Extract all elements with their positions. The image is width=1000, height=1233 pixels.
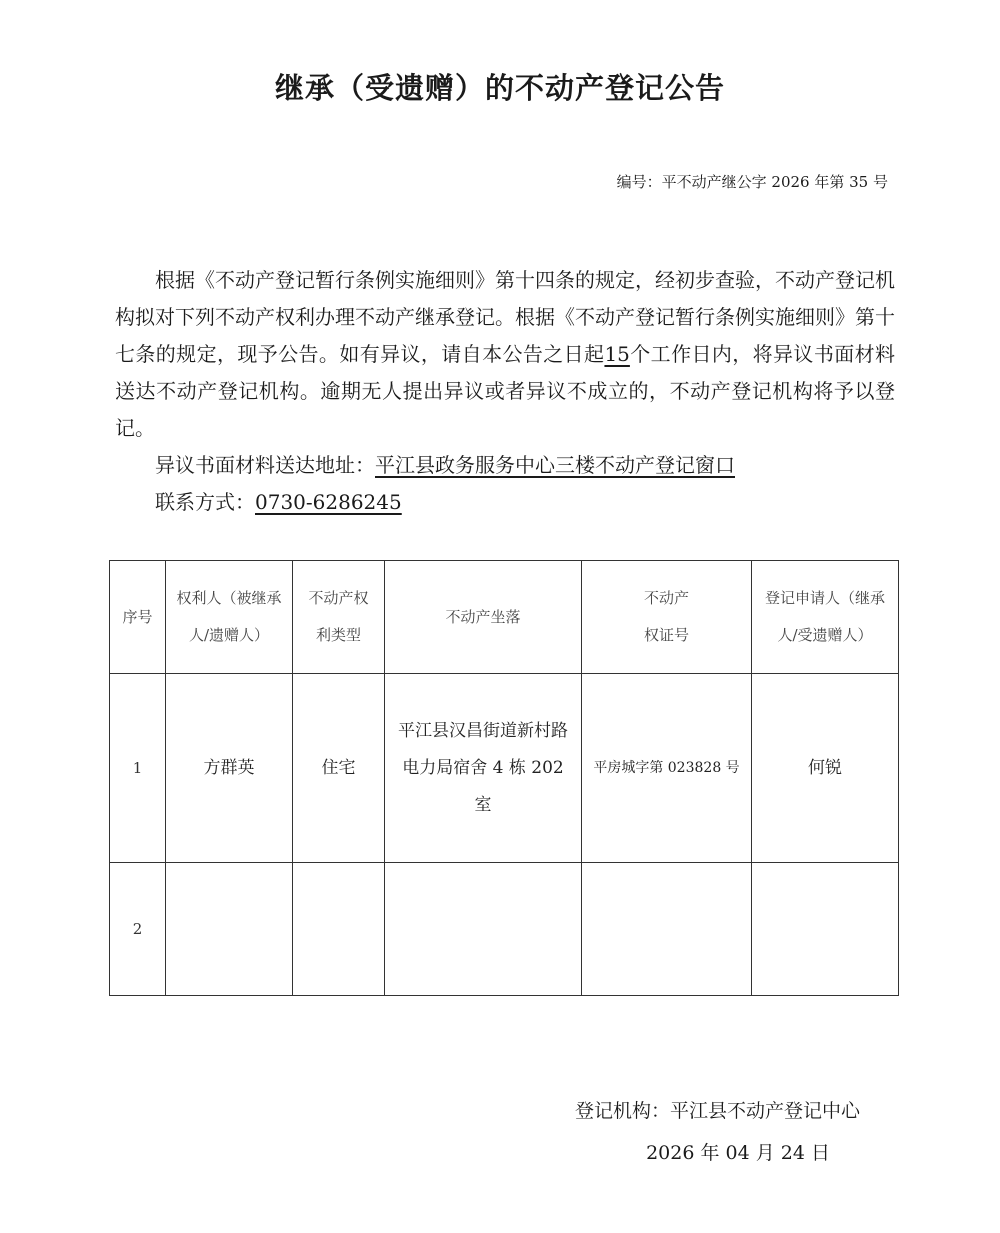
notice-body bbox=[115, 262, 895, 521]
cell-right-holder bbox=[166, 863, 293, 996]
page-title: 继承（受遗赠）的不动产登记公告 bbox=[274, 71, 725, 105]
cell-applicant bbox=[752, 863, 899, 996]
issue-date: 2026 年 04 月 24 日 bbox=[646, 1142, 830, 1164]
property-table bbox=[109, 560, 899, 996]
header-cert-no: 不动产权证号 bbox=[582, 561, 752, 674]
header-applicant: 登记申请人（继承人/受遗赠人） bbox=[752, 561, 899, 674]
table-row bbox=[110, 674, 899, 863]
cell-location: 平江县汉昌街道新村路电力局宿舍 4 栋 202 室 bbox=[385, 674, 582, 863]
address-value: 平江县政务服务中心三楼不动产登记窗口 bbox=[375, 453, 735, 477]
cell-seq: 2 bbox=[110, 863, 166, 996]
cell-seq: 1 bbox=[110, 674, 166, 863]
notice-text-part1: 根据《不动产登记暂行条例实施细则》第十四条的规定，经初步查验，不动产登记机构拟对下列不动产权利办理不动产继承登记。根据《不动产登记暂行条例实施细则》第十七条的规定，现予公告。如有异议，请自本公告之日起 bbox=[115, 268, 895, 366]
cell-right-type: 住宅 bbox=[293, 674, 385, 863]
notice-paragraph bbox=[115, 262, 895, 447]
header-location: 不动产坐落 bbox=[385, 561, 582, 674]
address-label: 异议书面材料送达地址： bbox=[155, 453, 375, 477]
cell-right-holder: 方群英 bbox=[166, 674, 293, 863]
header-right-type: 不动产权利类型 bbox=[293, 561, 385, 674]
header-right-holder: 权利人（被继承人/遗赠人） bbox=[166, 561, 293, 674]
cell-cert-no bbox=[582, 863, 752, 996]
cell-location bbox=[385, 863, 582, 996]
objection-period-days: 15 bbox=[604, 342, 630, 366]
table-row bbox=[110, 863, 899, 996]
contact-label: 联系方式： bbox=[155, 490, 255, 514]
contact-line bbox=[115, 484, 895, 521]
cell-right-type bbox=[293, 863, 385, 996]
notice-text-part2: 个工作日内，将异议书面材料送达不动产登记机构。逾期无人提出异议或者异议不成立的，不动产登记机构将予以登记。 bbox=[115, 342, 896, 440]
header-seq: 序号 bbox=[110, 561, 166, 674]
cell-applicant: 何锐 bbox=[752, 674, 899, 863]
document-number: 编号：平不动产继公字 2026 年第 35 号 bbox=[616, 173, 888, 191]
objection-address-line bbox=[115, 447, 895, 484]
contact-value: 0730-6286245 bbox=[255, 490, 402, 514]
cell-cert-no: 平房城字第 023828 号 bbox=[582, 674, 752, 863]
issuing-authority: 登记机构：平江县不动产登记中心 bbox=[574, 1100, 860, 1122]
table-header-row bbox=[110, 561, 899, 674]
